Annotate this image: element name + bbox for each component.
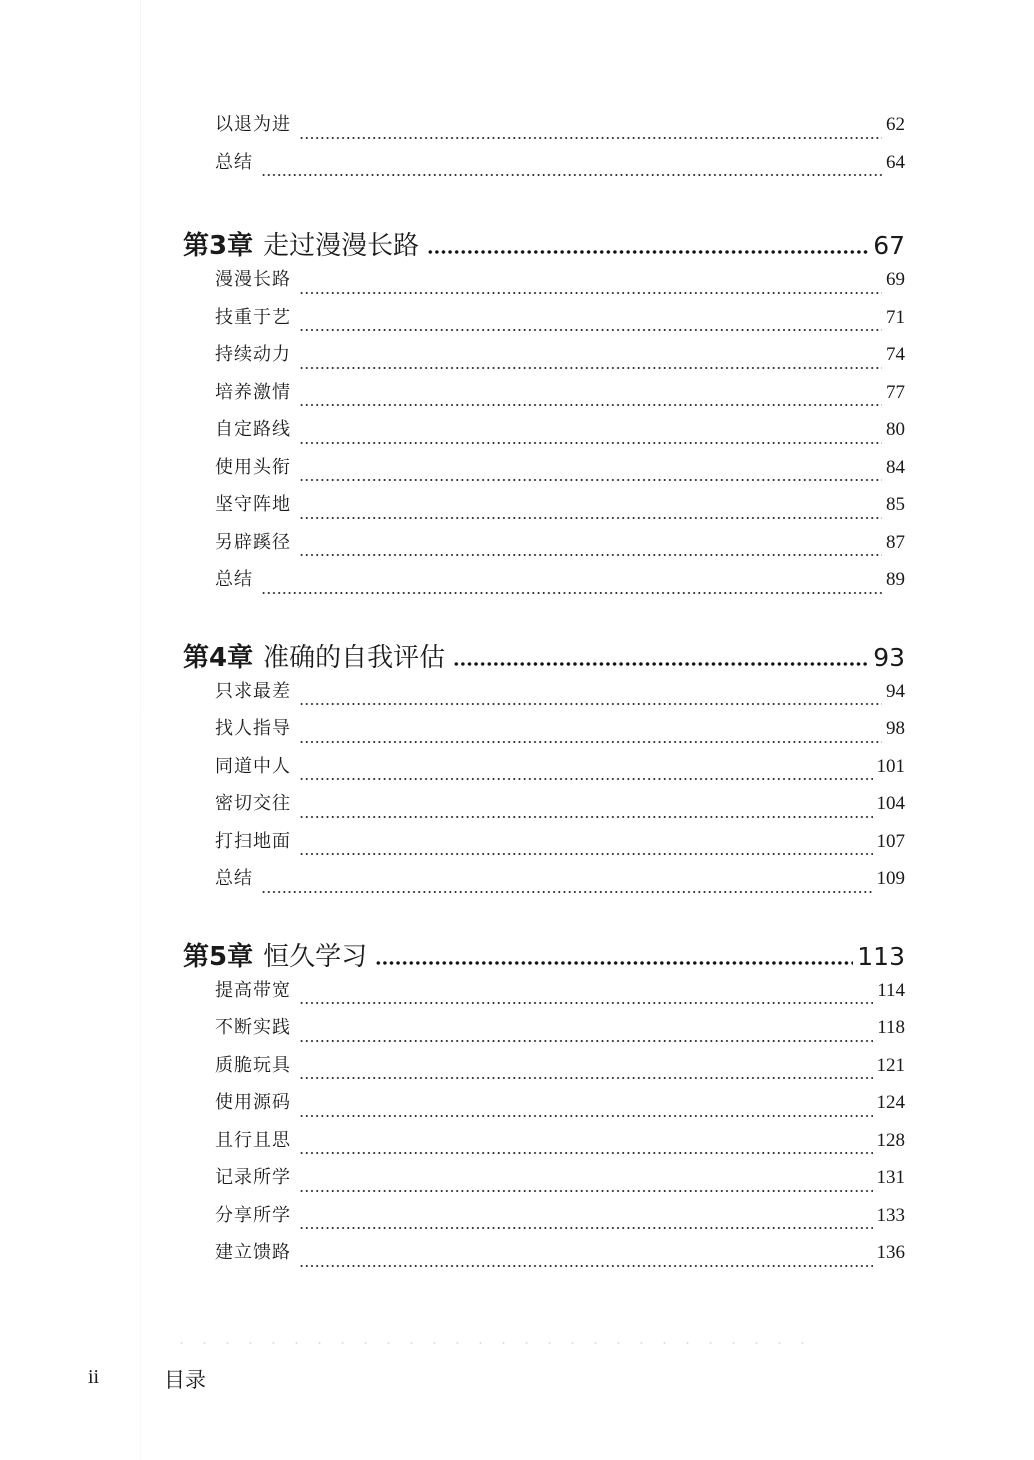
section-page-number: 118 bbox=[877, 1017, 905, 1038]
section-title: 总结 bbox=[215, 868, 253, 889]
chapter-page-number: 113 bbox=[857, 941, 905, 971]
section-title: 且行且思 bbox=[215, 1129, 291, 1151]
section-page-number: 64 bbox=[886, 151, 905, 173]
dot-leader bbox=[299, 1227, 873, 1229]
section-title: 漫漫长路 bbox=[215, 269, 291, 290]
section-page-number: 128 bbox=[876, 1129, 905, 1151]
section-title: 密切交往 bbox=[215, 793, 291, 814]
dot-leader bbox=[299, 1152, 873, 1154]
dot-leader bbox=[261, 891, 873, 893]
dot-leader bbox=[299, 703, 882, 705]
section-page-number: 84 bbox=[886, 456, 905, 478]
section-page-number: 85 bbox=[886, 494, 905, 515]
section-title: 使用源码 bbox=[215, 1092, 291, 1113]
dot-leader bbox=[299, 404, 882, 406]
section-title: 持续动力 bbox=[215, 344, 291, 365]
toc-section-row bbox=[183, 789, 905, 827]
section-title: 打扫地面 bbox=[215, 830, 291, 852]
dot-leader bbox=[299, 816, 873, 818]
dot-leader bbox=[299, 442, 882, 444]
section-title: 分享所学 bbox=[215, 1204, 291, 1226]
dot-leader bbox=[299, 517, 882, 519]
toc-section-row bbox=[183, 148, 905, 186]
section-page-number: 124 bbox=[876, 1092, 905, 1113]
section-title: 建立馈路 bbox=[215, 1242, 291, 1263]
page-gutter-edge bbox=[140, 0, 141, 1460]
toc-section-row bbox=[183, 303, 905, 341]
section-title: 找人指导 bbox=[215, 718, 291, 739]
toc-section-row bbox=[183, 714, 905, 752]
dot-leader bbox=[299, 1190, 873, 1192]
section-page-number: 114 bbox=[877, 979, 905, 1001]
toc-section-row bbox=[183, 677, 905, 715]
chapter-title: 走过漫漫长路 bbox=[263, 231, 420, 261]
toc-section-row bbox=[183, 528, 905, 566]
toc-section-row bbox=[183, 415, 905, 453]
section-page-number: 77 bbox=[886, 381, 905, 403]
section-page-number: 104 bbox=[876, 793, 905, 814]
toc-section-row bbox=[183, 340, 905, 378]
section-title: 记录所学 bbox=[215, 1167, 291, 1188]
scan-noise bbox=[170, 1340, 810, 1346]
dot-leader bbox=[299, 1115, 873, 1117]
chapter-number: 第5章 bbox=[183, 941, 254, 972]
dot-leader bbox=[299, 1040, 873, 1042]
section-page-number: 136 bbox=[876, 1242, 905, 1263]
section-page-number: 62 bbox=[886, 114, 905, 135]
toc-section-row bbox=[183, 1013, 905, 1051]
running-title: 目录 bbox=[164, 1368, 206, 1392]
section-title: 培养激情 bbox=[215, 381, 291, 403]
section-title: 另辟蹊径 bbox=[215, 531, 291, 553]
dot-leader bbox=[427, 250, 869, 254]
dot-leader bbox=[299, 741, 882, 743]
section-title: 使用头衔 bbox=[215, 456, 291, 478]
section-title: 同道中人 bbox=[215, 755, 291, 777]
toc-section-row bbox=[183, 453, 905, 491]
section-page-number: 98 bbox=[886, 718, 905, 739]
section-page-number: 71 bbox=[886, 306, 905, 328]
section-page-number: 131 bbox=[876, 1167, 905, 1188]
dot-leader bbox=[299, 1077, 873, 1079]
dot-leader bbox=[453, 662, 869, 666]
dot-leader bbox=[299, 137, 882, 139]
dot-leader bbox=[299, 292, 882, 294]
chapter-title: 准确的自我评估 bbox=[263, 642, 446, 673]
toc-section-row bbox=[183, 490, 905, 528]
page-footer bbox=[0, 1364, 1034, 1394]
chapter-number: 第4章 bbox=[183, 642, 254, 673]
toc-section-row bbox=[183, 378, 905, 416]
dot-leader bbox=[299, 778, 873, 780]
dot-leader bbox=[375, 961, 853, 965]
toc-section-row bbox=[183, 1201, 905, 1239]
section-title: 质脆玩具 bbox=[215, 1054, 291, 1076]
toc-chapter-row bbox=[183, 225, 905, 265]
section-title: 提高带宽 bbox=[215, 979, 291, 1001]
page-number: ii bbox=[88, 1366, 100, 1388]
section-page-number: 89 bbox=[886, 569, 905, 590]
toc-chapter-row bbox=[183, 936, 905, 976]
section-page-number: 87 bbox=[886, 531, 905, 553]
section-page-number: 107 bbox=[876, 830, 905, 852]
section-title: 总结 bbox=[215, 151, 253, 173]
section-page-number: 69 bbox=[886, 269, 905, 290]
toc-section-row bbox=[183, 1163, 905, 1201]
section-title: 自定路线 bbox=[215, 419, 291, 440]
section-page-number: 74 bbox=[886, 344, 905, 365]
section-page-number: 121 bbox=[876, 1054, 905, 1076]
section-title: 以退为进 bbox=[215, 114, 291, 135]
toc-section-row bbox=[183, 1238, 905, 1276]
section-title: 总结 bbox=[215, 569, 253, 590]
toc-section-row bbox=[183, 752, 905, 790]
toc-section-row bbox=[183, 827, 905, 865]
toc-section-row bbox=[183, 1051, 905, 1089]
section-page-number: 109 bbox=[876, 868, 905, 889]
section-page-number: 133 bbox=[876, 1204, 905, 1226]
dot-leader bbox=[299, 1265, 873, 1267]
dot-leader bbox=[261, 592, 882, 594]
section-page-number: 80 bbox=[886, 419, 905, 440]
table-of-contents bbox=[183, 110, 905, 1276]
dot-leader bbox=[299, 479, 882, 481]
section-title: 只求最差 bbox=[215, 680, 291, 702]
dot-leader bbox=[299, 853, 873, 855]
section-title: 坚守阵地 bbox=[215, 494, 291, 515]
toc-section-row bbox=[183, 265, 905, 303]
toc-section-row bbox=[183, 976, 905, 1014]
section-title: 不断实践 bbox=[215, 1017, 291, 1038]
chapter-page-number: 93 bbox=[873, 642, 905, 672]
toc-section-row bbox=[183, 864, 905, 902]
chapter-title: 恒久学习 bbox=[263, 941, 368, 972]
toc-chapter-row bbox=[183, 637, 905, 677]
chapter-number: 第3章 bbox=[183, 231, 254, 261]
toc-section-row bbox=[183, 110, 905, 148]
dot-leader bbox=[299, 554, 882, 556]
chapter-page-number: 67 bbox=[873, 231, 905, 260]
section-page-number: 94 bbox=[886, 680, 905, 702]
toc-section-row bbox=[183, 565, 905, 603]
section-title: 技重于艺 bbox=[215, 306, 291, 328]
dot-leader bbox=[299, 1002, 873, 1004]
section-page-number: 101 bbox=[876, 755, 905, 777]
dot-leader bbox=[299, 329, 882, 331]
dot-leader bbox=[261, 174, 882, 176]
dot-leader bbox=[299, 367, 882, 369]
toc-section-row bbox=[183, 1088, 905, 1126]
toc-section-row bbox=[183, 1126, 905, 1164]
